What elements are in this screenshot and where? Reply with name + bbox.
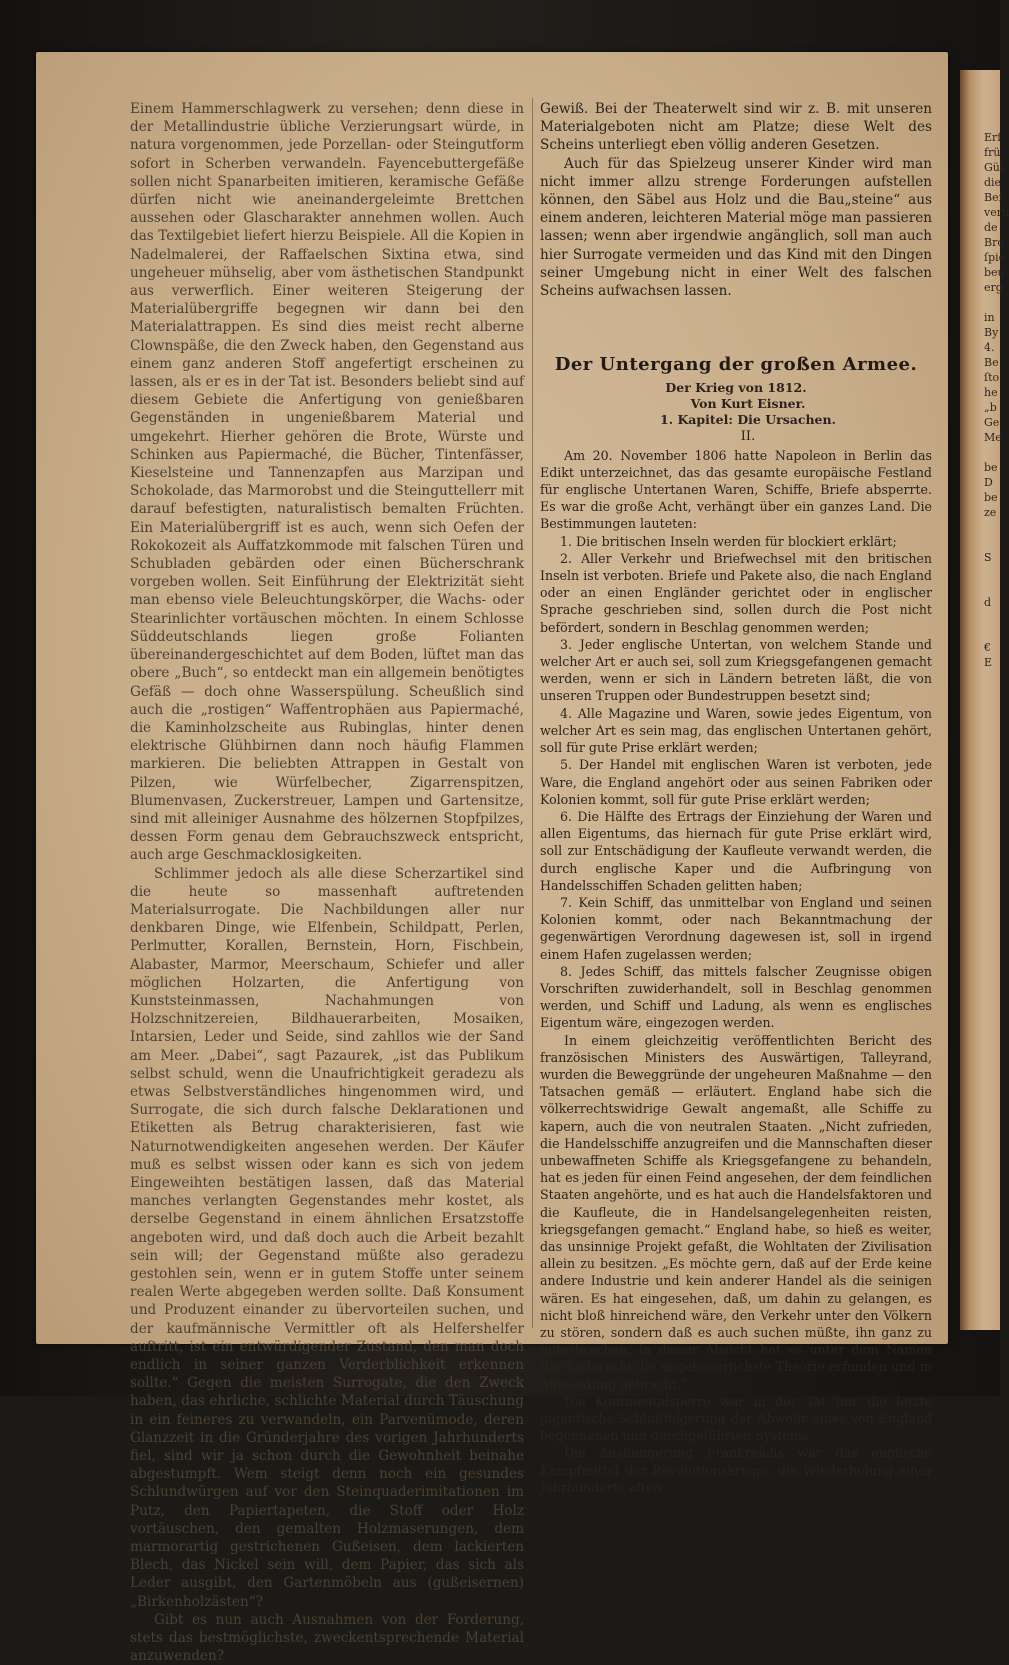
left-paragraph-2: Schlimmer jedoch als alle diese Scherzartikel sind die heute so massenhaft auftretenden Materialsurrogate. Die Nachbildungen aller nur denkbaren Dinge, wie Elfenbein, Schildpatt, Perlen, Perlmutter, Korallen, Bernstein, Horn, Fischbein, Alabaster, Marmor, Meerschaum, Schiefer und aller möglichen Holzarten, die Anfertigung von Kunststeinmassen, Nachahmungen von Holzschnitzereien, Bildhauerarbeiten, Mosaiken, Intarsien, Leder und Seide, sind zahllos wie der Sand am Meer. „Dabei“, sagt Pazaurek, „ist das Publikum selbst schuld, wenn die Unaufrichtigkeit geradezu als etwas Selbstverständliches hingenommen wird, und Surrogate, die sich durch falsche Deklarationen und Etiketten als Betrug charakterisieren, fast wie Naturnotwendigkeiten angesehen werden. Der Käufer muß es selbst wissen oder kann es sich von jedem Eingeweihten bestätigen lassen, daß das Material manches verlangten Gegenstandes mehr kostet, als derselbe Gegenstand in einem ähnlichen Ersatzstoffe angeboten wird, und daß doch auch die Arbeit bezahlt sein will; der Gegenstand müßte also geradezu gestohlen sein, wenn er in gutem Stoffe unter seinem realen Werte abgegeben werden sollte. Daß Konsument und Produzent einander zu übervorteilen suchen, und der kaufmännische Vermittler oft als Helfershelfer auftritt, ist ein entwürdigender Zustand, den man doch endlich in seiner ganzen Verderblichkeit erkennen sollte.“ Gegen die meisten Surrogate, die den Zweck haben, das ehrliche, schlichte Material durch Täuschung in ein feineres zu verwandeln, ein Parvenümode, deren Glanzzeit in die Gründerjahre des vorigen Jahrhunderts fiel, sind wir ja schon durch die Gewohnheit beinahe abgestumpft. Wem steigt denn noch ein gesundes Schlundwürgen auf vor den Steinquaderimitationen im Putz, den Papiertapeten, die Stoff oder Holz vortäuschen, den gemalten Holzmaserungen, dem marmorartig gestrichenen Gußeisen, dem lackierten Blech, das Nickel sein will, dem Papier, das sich als Leder ausgibt, den Gartenmöbeln aus (gußeisernen) „Birkenholzästen“? (130, 865, 524, 1610)
right-continuation-1: Gewiß. Bei der Theaterwelt sind wir z. B. mit unseren Materialgeboten nicht am Platze; diese Welt des Scheins unterliegt eben völlig anderen Gesetzen. (540, 101, 932, 154)
article-paragraph-1: In einem gleichzeitig veröffentlichten Bericht des französischen Ministers des Auswärtigen, Talleyrand, wurden die Beweggründe der ungeheuren Maßnahme — den Tatsachen gemäß — erläutert. England habe sich die völkerrechtswidrige Gewalt angemaßt, alle Schiffe zu kapern, auch die von neutralen Staaten. „Nicht zufrieden, die Handelsschiffe anzugreifen und die Mannschaften dieser unbewaffneten Schiffe als Kriegsgefangene zu behandeln, hat es jeden für einen Feind angesehen, der dem feindlichen Staaten angehörte, und es hat auch die Handelsfaktoren und die Kaufleute, die in Handelsangelegenheiten reisten, kriegsgefangen gemacht.“ England habe, so hieß es weiter, das unsinnige Projekt gefaßt, die Wohltaten der Zivilisation allein zu besitzen. „Es möchte gern, daß auf der Erde keine andere Industrie und kein anderer Handel als die seinigen wären. Es hat eingesehen, daß, um dahin zu gelangen, es nicht bloß hinreichend wäre, den Verkehr unter den Völkern zu stören, sondern daß es auch suchen müßte, ihn ganz zu unterbrechen. In dieser Absicht hat es unter dem Namen Blockaderecht die ungeheuerlichste Theorie erfunden und in Anwendung gebracht.“ (540, 1032, 932, 1392)
edict-item-5: 5. Der Handel mit englischen Waren ist verboten, jede Ware, die England angehört oder aus seinen Fabriken oder Kolonien kommt, soll für gute Prise erklärt werden; (540, 757, 932, 807)
adjacent-page-text: Erſ frü Gül die Beſ verh de Bro ſpie beu erg in By 4. Be ſto he „b Ge Me be D be ze S d € E (984, 131, 1009, 669)
left-column (130, 100, 524, 1665)
edict-item-1: 1. Die britischen Inseln werden für blockiert erklärt; (560, 533, 897, 549)
edict-item-8: 8. Jedes Schiff, das mittels falscher Zeugnisse obigen Vorschriften zuwiderhandelt, soll in Beschlag genommen werden, und Schiff und Ladung, als wenn es englisches Eigentum wäre, eingezogen werden. (540, 963, 932, 1031)
article-part: II. (740, 429, 756, 445)
edict-item-7: 7. Kein Schiff, das unmittelbar von England und seinen Kolonien kommt, oder nach Bekanntmachung der gegenwärtigen Verordnung dagewesen ist, soll in irgend einem Hafen zugelassen werden; (540, 894, 932, 962)
edict-item-6: 6. Die Hälfte des Ertrags der Einziehung der Waren und allen Eigentums, das hiernach für gute Prise erklärt wird, soll zur Entschädigung der Kaufleute verwandt werden, die durch englische Kaper und die Aufbringung von Handelsschiffen Schaden gelitten haben; (540, 808, 932, 893)
adjacent-page-edge (960, 70, 1009, 1330)
edict-item-3: 3. Jeder englische Untertan, von welchem Stande und welcher Art er auch sei, soll zum Kriegsgefangenen gemacht werden, wenn er sich in Ländern betreten läßt, die von unseren Truppen oder Bundestruppen besetzt sind; (540, 636, 932, 704)
article-paragraph-3: Die Aushungerung Frankreichs war das englische Kampfmittel der Revolutionskriege; die Wiederholung einer Jahrhunderte alten (540, 1445, 932, 1495)
edict-item-4: 4. Alle Magazine und Waren, sowie jedes Eigentum, von welcher Art es sein mag, das englischen Untertanen gehört, soll für gute Prise erklärt werden; (540, 705, 932, 756)
column-divider (532, 98, 533, 1328)
right-continuation-2: Auch für das Spielzeug unserer Kinder wird man nicht immer allzu strenge Forderungen aufstellen können, den Säbel aus Holz und die Bau„steine“ aus einem anderen, leichteren Material möge man passieren lassen; wenn aber irgendwie angänglich, soll man auch hier Surrogate vermeiden und das Kind mit den Dingen seiner Umgebung nicht in einer Welt des falschen Scheins aufwachsen lassen. (540, 155, 932, 300)
article-title: Der Untergang der großen Armee. (554, 354, 918, 376)
article-paragraph-2: Die Kontinentalsperre war in der Tat nur die letzte gigantische Schlußfolgerung der Abwehr eines von England begonnenen und durchgeführten Systems. (540, 1393, 932, 1444)
right-column (540, 100, 932, 1496)
left-paragraph-3: Gibt es nun auch Ausnahmen von der Forderung, stets das bestmöglichste, zweckentsprechende Material anzuwenden? (130, 1611, 524, 1665)
article-intro: Am 20. November 1806 hatte Napoleon in Berlin das Edikt unterzeichnet, das das gesamte europäische Festland für englische Untertanen Waren, Schiffe, Briefe absperrte. Es war die große Acht, verhängt über ein ganzes Land. Die Bestimmungen lauteten: (540, 447, 932, 532)
left-paragraph-1: Einem Hammerschlagwerk zu versehen; denn diese in der Metallindustrie übliche Verzierungsart würde, in natura vorgenommen, jede Porzellan- oder Steingutform sofort in Scherben verwandeln. Fayencebuttergefäße sollen nicht Spanarbeiten imitieren, keramische Gefäße dürfen nicht wie aneinandergeleimte Brettchen aussehen oder Glascharakter annehmen wollen. Auch das Textilgebiet liefert hierzu Beispiele. All die Kopien in Nadelmalerei, der Raffaelschen Sixtina etwa, sind ungeheuer mühselig, aber vom ästhetischen Standpunkt aus verwerflich. Einer weiteren Steigerung der Materialübergriffe begegnen wir dann bei den Materialattrappen. Es sind dies meist recht alberne Clownspäße, die den Zweck haben, den Gegenstand aus einem ganz anderen Stoff angefertigt erscheinen zu lassen, als er es in der Tat ist. Besonders beliebt sind auf diesem Gebiete die Anfertigung von genießbaren Gegenständen in ungenießbarem Material und umgekehrt. Hierher gehören die Brote, Würste und Schinken aus Papiermaché, die Bücher, Tintenfässer, Kieselsteine und Tannenzapfen aus Marzipan und Schokolade, das Marmorobst und die Steinguttellerr mit darauf befestigten, naturalistisch bemalten Früchten. Ein Materialübergriff ist es auch, wenn sich Oefen der Rokokozeit als Auffatzkommode mit falschen Türen und Schubladen gebärden oder einen Bücherschrank vorgeben wollen. Seit Einführung der Elektrizität sieht man ebenso viele Beleuchtungskörper, die Wachs- oder Stearinlichter vortäuschen möchten. In einem Schlosse Süddeutschlands liegen große Folianten übereinandergeschichtet auf dem Boden, lüftet man das obere „Buch“, so entdeckt man ein allgemein benötigtes Gefäß — doch ohne Wasserspülung. Scheußlich sind auch die „rostigen“ Waffentrophäen aus Papiermaché, die Kaminholzscheite aus Rubinglas, hinter denen elektrische Glühbirnen dann noch häufig Flammen markieren. Die beliebten Attrappen in Gestalt von Pilzen, wie Würfelbecher, Zigarrenspitzen, Blumenvasen, Zuckerstreuer, Lampen und Gartensitze, sind mit alleiniger Ausnahme des hölzernen Stopfpilzes, dessen Form genau dem Gebrauchszweck entspricht, auch arge Geschmacklosigkeiten. (130, 101, 524, 864)
edict-item-2: 2. Aller Verkehr und Briefwechsel mit den britischen Inseln ist verboten. Briefe und Pakete also, die nach England oder an einen Engländer gerichtet oder in englischer Sprache geschrieben sind, sollen durch die Post nicht befördert, sondern in Beschlag genommen werden; (540, 550, 932, 635)
article-chapter: 1. Kapitel: Die Ursachen. (660, 412, 836, 428)
article-body (540, 447, 932, 1496)
article-subtitle: Der Krieg von 1812. (665, 380, 807, 396)
article-byline: Von Kurt Eisner. (690, 396, 806, 412)
